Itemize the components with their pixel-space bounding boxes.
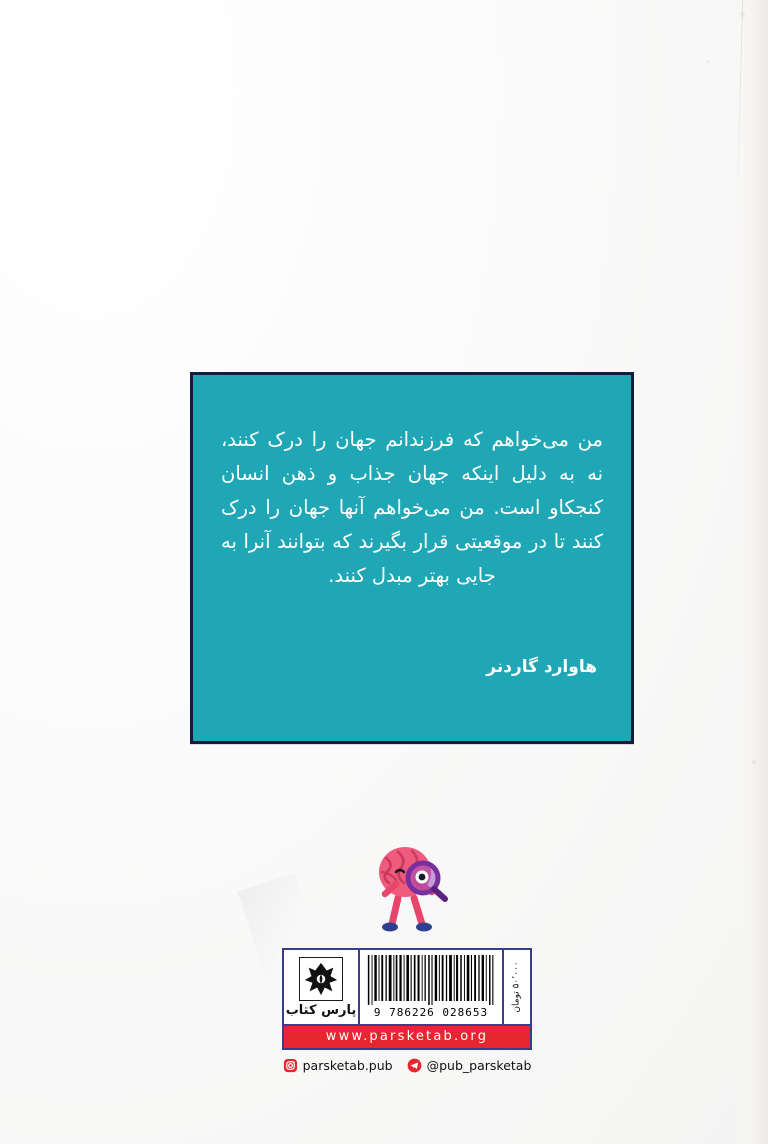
barcode-icon <box>366 955 496 1005</box>
social-row <box>282 1058 532 1073</box>
quote-text: من می‌خواهم که فرزندانم جهان را درک کنند، نه به دلیل اینکه جهان جذاب و ذهن انسان کنجکاو است. من می‌خواهم آنها جهان را درک کنند تا در موقعیتی قرار بگیرند که بتوانند آنرا به جایی بهتر مبدل کنند. <box>221 428 603 587</box>
barcode-number: 9 786226 028653 <box>373 1006 489 1019</box>
quote-author: هاوارد گاردنر <box>486 657 597 677</box>
paper-edge-shadow <box>734 0 768 1144</box>
footer-block <box>282 948 532 1073</box>
website-bar[interactable]: www.parsketab.org <box>282 1026 532 1050</box>
barcode-row <box>282 948 532 1026</box>
publisher-name: پارس کتاب <box>285 1002 357 1018</box>
social-telegram[interactable] <box>407 1058 532 1073</box>
publisher-logo-cell <box>284 950 360 1024</box>
brain-character-icon <box>352 820 472 940</box>
social-instagram[interactable] <box>283 1058 393 1073</box>
instagram-handle: parsketab.pub <box>302 1058 393 1073</box>
instagram-icon <box>283 1058 298 1073</box>
price-cell <box>502 950 530 1024</box>
paper-speck-1 <box>740 12 745 17</box>
telegram-icon <box>407 1058 422 1073</box>
paper-speck-3 <box>752 760 756 764</box>
publisher-emblem-icon <box>299 957 343 1001</box>
quote-panel <box>190 372 634 744</box>
telegram-handle: @pub_parsketab <box>426 1058 532 1073</box>
paper-crease-top <box>736 0 743 240</box>
paper-speck-2 <box>706 60 709 63</box>
barcode-cell <box>360 950 502 1024</box>
price-label: ۵۰٬۰۰۰ تومان <box>512 961 522 1013</box>
